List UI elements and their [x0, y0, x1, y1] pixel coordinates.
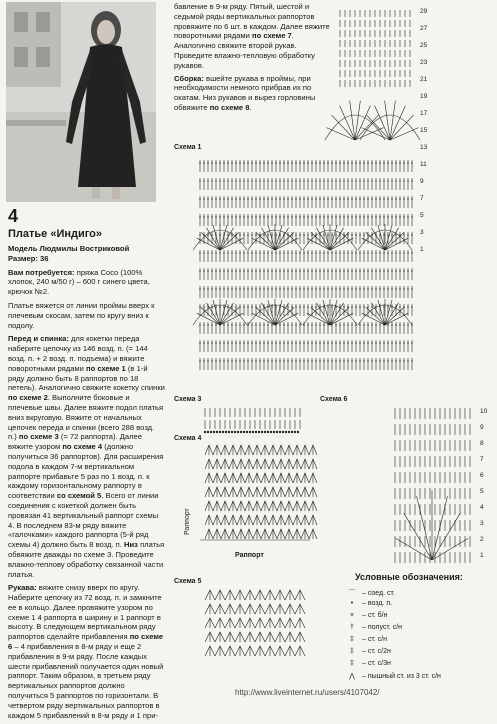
legend-item	[342, 588, 395, 598]
legend-symbol: †	[350, 624, 354, 631]
right-p1: бавление в 9-м ряду. Пятый, шестой и седьмой ряды вертикальных раппортов провяжите по 6 шт. в каждом. Далее вяжите поворотными рядами	[174, 2, 330, 41]
row-number: 3	[480, 520, 484, 527]
legend-text: – возд. п.	[362, 600, 393, 607]
legend-item	[342, 636, 387, 646]
row-number: 27	[420, 25, 428, 32]
row-number: 7	[420, 195, 424, 202]
front-s1: по схеме 1	[85, 363, 126, 373]
legend-symbol: ⋀	[349, 673, 355, 680]
front-text-1: для кокетки переда наберите цепочку из 146 возд. п. (= 144 возд. п. + 2 возд. п. подъема) и вяжите поворотными рядами	[8, 334, 148, 373]
row-number: 5	[420, 212, 424, 219]
front-text-6: . Всего от линии соединения с кокеткой должен быть провязан 41 вертикальный раппорт схемы 4. В последнем 83-м ряду вяжите «галочками» каждого раппорта (5-й ряд схемы 4) должно быть 8 возд. п.	[8, 491, 159, 550]
row-number: 9	[480, 424, 484, 431]
row-number: 25	[420, 42, 428, 49]
row-number: 23	[420, 59, 428, 66]
legend-text: – ст. с/2н	[362, 648, 391, 655]
row-number: 10	[480, 408, 488, 415]
scheme-3-chart	[204, 408, 300, 433]
model-author: Модель Людмилы Востриковой	[8, 244, 130, 253]
front-s2: по схеме 2	[8, 393, 48, 403]
row-number: 7	[480, 456, 484, 463]
front-s5: со схемой 5	[56, 491, 102, 501]
legend-item	[342, 624, 402, 634]
front-text-2: (в 1-й ряду должно быть 8 раппортов по 18 петель). Аналогично свяжите кокетку спинки	[8, 363, 165, 393]
sleeve-label: Рукава:	[8, 583, 37, 593]
legend-symbol: ‡	[350, 636, 354, 643]
legend-text: – ст. с/н	[362, 636, 387, 643]
row-number: 5	[480, 488, 484, 495]
materials-text: пряжа Coco (100% хлопок, 240 м/50 г) – 600 г синего цвета, крючок №2.	[8, 267, 150, 297]
scheme-1-chart	[193, 160, 413, 370]
row-number: 19	[420, 93, 428, 100]
legend-symbol: ‡	[350, 648, 354, 655]
row-number: 1	[480, 552, 484, 559]
legend-symbol: ‡	[350, 660, 354, 667]
front-s6: Низ	[124, 540, 138, 550]
row-number: 4	[480, 504, 484, 511]
row-number: 15	[420, 127, 428, 134]
sleeve-cap-chart	[325, 10, 420, 140]
sleeve-text-2: – 4 прибавления в 8-м ряду и еще 2 прибавления в 9-м ряду. После каждых шести прибавлений получается один новый раппорт. Таким образом, в третьем ряду вертикальных раппортов должно получиться 5 раппортов по горизонтали. В четвертом ряду вертикальных раппортов в каждом 5 прибавлений в 8-м ряду и 1 при-	[8, 642, 164, 720]
scheme-1-label: Схема 1	[174, 144, 202, 151]
size-label: Размер: 36	[8, 253, 49, 263]
row-number: 11	[420, 161, 427, 168]
assembly-text: вшейте рукава в проймы, при необходимости немного прибрав их по окатам. Низ рукавов и вырез горловины обвяжите	[174, 73, 316, 112]
front-text-5: (должно получиться 36 раппортов). Для расширения подола в каждом 7-м вертикальном раппорте прибавьте 5 раз по 1 возд. п. к каждому горизонтальному раппорту в соответствии	[8, 442, 164, 501]
row-number: 13	[420, 144, 428, 151]
scheme-4-label: Схема 4	[174, 435, 202, 442]
legend-title: Условные обозначения:	[355, 572, 463, 582]
rapport-label-v: Раппорт	[184, 508, 191, 535]
materials-label: Вам потребуется:	[8, 267, 75, 277]
scheme-6-label: Схема 6	[320, 396, 348, 403]
assembly-s8: по схеме 8	[209, 102, 250, 112]
legend-item	[342, 612, 387, 622]
assembly-label: Сборка:	[174, 73, 204, 83]
row-number: 21	[420, 76, 428, 83]
legend-symbol: •	[350, 600, 354, 607]
legend-symbol: ⌒	[348, 590, 356, 597]
legend-text: – пышный ст. из 3 ст. с/н	[362, 673, 441, 680]
legend-item	[342, 600, 392, 610]
scheme-6-chart	[395, 408, 470, 563]
legend-text: – полуст. с/н	[362, 624, 403, 631]
right-p1-b: . Аналогично свяжите второй рукав. Проведите влажно-тепловую обработку рукавов.	[174, 31, 315, 70]
right-p1-s7: по схеме 7	[251, 31, 292, 41]
row-number: 9	[420, 178, 424, 185]
front-s3: по схеме 3	[18, 432, 59, 442]
article-number: 4	[8, 206, 19, 226]
front-text-4: (= 72 раппорта). Далее вяжите узором	[8, 432, 143, 452]
front-text-3: . Выполните боковые и плечевые швы. Далее вяжите подол платья вниз вкруговую. Вяжите от начальных цепочек переда и спинки (всего 288 возд. п.)	[8, 393, 164, 442]
row-number: 29	[420, 8, 428, 15]
legend-text: – ст. б/н	[362, 612, 388, 619]
sleeve-s6: по схеме 6	[8, 632, 164, 652]
sleeve-text: вяжите снизу вверх по кругу. Наберите цепочку из 72 возд. п. и замкните ее в кольцо. Далее провяжите узором по схеме 1 4 раппорта в ширину и 1 раппорт в высоту. В следующем вертикальном ряду раппортов сделайте прибавления	[8, 583, 162, 642]
article-title: Платье «Индиго»	[8, 228, 103, 240]
legend-symbol: ×	[349, 612, 355, 619]
legend-item	[342, 660, 391, 670]
intro-text: Платье вяжется от линии проймы вверх к плечевым скосам, затем по кругу вниз к подолу.	[8, 300, 155, 330]
legend-text: – ст. с/3н	[362, 660, 391, 667]
front-label: Перед и спинка:	[8, 334, 69, 344]
scheme-3-label: Схема 3	[174, 396, 202, 403]
front-text-7: платья обвяжите дважды по схеме 3. Проведите влажно-теплову обработку связанной части платья.	[8, 540, 165, 579]
front-s4: по схеме 4	[62, 442, 103, 452]
row-number: 17	[420, 110, 428, 117]
legend-item	[342, 648, 391, 658]
rapport-label-h: Раппорт	[235, 552, 264, 559]
row-number: 6	[480, 472, 484, 479]
footer-url: http://www.liveinternet.ru/users/4107042/	[235, 688, 380, 697]
scheme-5-chart	[205, 590, 305, 656]
row-number: 2	[480, 536, 484, 543]
legend-item	[342, 672, 441, 682]
row-number: 1	[420, 246, 424, 253]
row-number: 8	[480, 440, 484, 447]
scheme-4-chart	[200, 445, 317, 540]
scheme-5-label: Схема 5	[174, 578, 202, 585]
legend-text: – соед. ст.	[362, 590, 395, 597]
assembly-end: .	[249, 102, 252, 112]
row-number: 3	[420, 229, 424, 236]
